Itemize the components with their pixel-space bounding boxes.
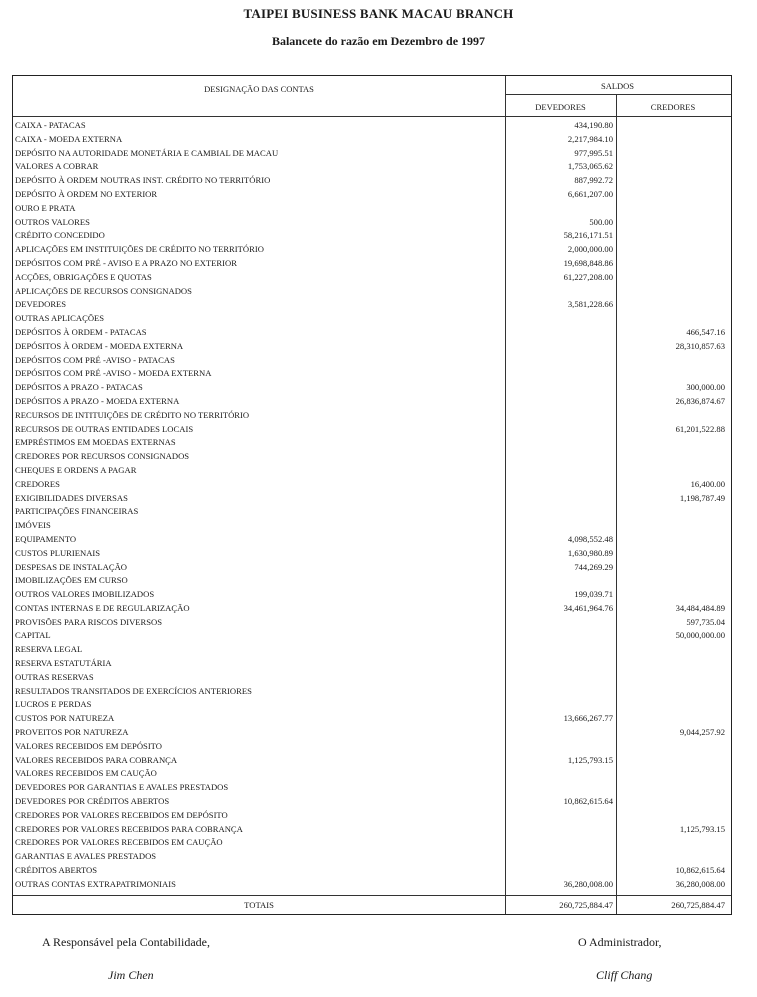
account-label: ACÇÕES, OBRIGAÇÕES E QUOTAS: [15, 271, 152, 282]
devedores-value: 19,698,848.86: [563, 257, 613, 268]
devedores-value: 199,039.71: [574, 589, 613, 600]
devedores-value: 500.00: [589, 216, 613, 227]
table-row: [13, 326, 730, 340]
account-label: IMOBILIZAÇÕES EM CURSO: [15, 575, 128, 586]
devedores-value: 2,217,984.10: [567, 133, 613, 144]
table-row: [13, 823, 730, 837]
table-row: [13, 119, 730, 133]
account-label: OUTROS VALORES: [15, 216, 90, 227]
header-credores: CREDORES: [650, 102, 696, 112]
table-row: [13, 285, 730, 299]
devedores-value: 4,098,552.48: [567, 533, 613, 544]
table-row: [13, 409, 730, 423]
table-row: [13, 809, 730, 823]
signature-left-title: A Responsável pela Contabilidade,: [42, 935, 210, 949]
devedores-value: 1,630,980.89: [567, 547, 613, 558]
table-row: [13, 354, 730, 368]
table-row: [13, 423, 730, 437]
account-label: DEPÓSITOS A PRAZO - MOEDA EXTERNA: [15, 395, 180, 406]
table-row: [13, 767, 730, 781]
signature-left-name: Jim Chen: [108, 968, 154, 982]
table-row: [13, 243, 730, 257]
account-label: OUTROS VALORES IMOBILIZADOS: [15, 589, 155, 600]
table-row: [13, 395, 730, 409]
credores-value: 1,198,787.49: [679, 492, 725, 503]
devedores-value: 1,125,793.15: [567, 754, 613, 765]
devedores-value: 58,216,171.51: [563, 230, 613, 241]
header-devedores: DEVEDORES: [535, 102, 586, 112]
table-row: [13, 561, 730, 575]
account-label: VALORES RECEBIDOS EM DEPÓSITO: [15, 740, 162, 751]
account-label: CRÉDITO CONCEDIDO: [15, 230, 105, 241]
account-label: CAPITAL: [15, 630, 51, 641]
devedores-value: 3,581,228.66: [567, 299, 613, 310]
account-label: VALORES RECEBIDOS EM CAUÇÃO: [15, 768, 157, 779]
account-label: CHEQUES E ORDENS A PAGAR: [15, 464, 137, 475]
account-label: IMÓVEIS: [15, 520, 51, 531]
credores-value: 1,125,793.15: [679, 823, 725, 834]
devedores-value: 10,862,615.64: [563, 796, 613, 807]
account-label: APLICAÇÕES DE RECURSOS CONSIGNADOS: [15, 285, 192, 296]
table-row: [13, 492, 730, 506]
account-label: VALORES A COBRAR: [15, 161, 99, 172]
account-label: CREDORES POR VALORES RECEBIDOS PARA COBRANÇA: [15, 823, 243, 834]
header-designation: DESIGNAÇÃO DAS CONTAS: [204, 84, 314, 94]
account-label: CREDORES POR VALORES RECEBIDOS EM DEPÓSITO: [15, 809, 228, 820]
credores-value: 36,280,008.00: [675, 878, 725, 889]
table-row: [13, 450, 730, 464]
account-label: DEPÓSITOS COM PRÉ - AVISO E A PRAZO NO EXTERIOR: [15, 257, 237, 268]
table-row: [13, 616, 730, 630]
table-row: [13, 188, 730, 202]
account-rows: [13, 119, 730, 892]
devedores-value: 61,227,208.00: [563, 271, 613, 282]
devedores-value: 2,000,000.00: [567, 244, 613, 255]
table-row: [13, 685, 730, 699]
account-label: CREDORES POR VALORES RECEBIDOS EM CAUÇÃO: [15, 837, 223, 848]
table-row: [13, 202, 730, 216]
credores-value: 9,044,257.92: [679, 727, 725, 738]
table-row: [13, 712, 730, 726]
account-label: LUCROS E PERDAS: [15, 699, 92, 710]
account-label: CREDORES: [15, 478, 60, 489]
balance-table: [12, 75, 732, 915]
account-label: EMPRÉSTIMOS EM MOEDAS EXTERNAS: [15, 437, 176, 448]
devedores-value: 744,269.29: [574, 561, 613, 572]
table-row: [13, 836, 730, 850]
table-row: [13, 271, 730, 285]
account-label: DEPÓSITOS À ORDEM - PATACAS: [15, 326, 147, 337]
credores-value: 28,310,857.63: [675, 340, 725, 351]
account-label: RECURSOS DE OUTRAS ENTIDADES LOCAIS: [15, 423, 194, 434]
account-label: CRÉDITOS ABERTOS: [15, 865, 98, 876]
table-row: [13, 229, 730, 243]
account-label: EQUIPAMENTO: [15, 533, 77, 544]
account-label: CUSTOS POR NATUREZA: [15, 713, 115, 724]
signature-right-title: O Administrador,: [578, 935, 662, 949]
account-label: OUTRAS CONTAS EXTRAPATRIMONIAIS: [15, 878, 176, 889]
account-label: DEVEDORES POR CRÉDITOS ABERTOS: [15, 796, 170, 807]
account-label: CAIXA - MOEDA EXTERNA: [15, 133, 123, 144]
devedores-value: 977,995.51: [574, 147, 613, 158]
account-label: DEPÓSITOS À ORDEM - MOEDA EXTERNA: [15, 340, 184, 351]
table-row: [13, 216, 730, 230]
table-row: [13, 754, 730, 768]
table-row: [13, 367, 730, 381]
header-saldos: SALDOS: [600, 81, 635, 91]
table-row: [13, 795, 730, 809]
devedores-value: 6,661,207.00: [567, 188, 613, 199]
account-label: OURO E PRATA: [15, 202, 76, 213]
table-row: [13, 574, 730, 588]
table-row: [13, 298, 730, 312]
account-label: CAIXA - PATACAS: [15, 120, 86, 130]
table-row: [13, 629, 730, 643]
table-row: [13, 257, 730, 271]
account-label: EXIGIBILIDADES DIVERSAS: [15, 492, 128, 503]
account-label: DEPÓSITOS A PRAZO - PATACAS: [15, 382, 143, 393]
account-label: PROVEITOS POR NATUREZA: [15, 727, 129, 738]
document-title: TAIPEI BUSINESS BANK MACAU BRANCH: [243, 6, 514, 21]
table-row: [13, 381, 730, 395]
table-row: [13, 312, 730, 326]
table-row: [13, 340, 730, 354]
account-label: DESPESAS DE INSTALAÇÃO: [15, 561, 127, 572]
account-label: OUTRAS APLICAÇÕES: [15, 313, 105, 324]
credores-value: 10,862,615.64: [675, 865, 725, 876]
credores-value: 597,735.04: [686, 616, 725, 627]
credores-value: 300,000.00: [686, 382, 725, 393]
account-label: OUTRAS RESERVAS: [15, 671, 94, 682]
table-row: [13, 726, 730, 740]
table-row: [13, 671, 730, 685]
table-row: [13, 160, 730, 174]
totals-row: [13, 897, 730, 914]
table-row: [13, 547, 730, 561]
table-row: [13, 878, 730, 892]
table-row: [13, 850, 730, 864]
table-row: [13, 147, 730, 161]
table-row: [13, 174, 730, 188]
account-label: APLICAÇÕES EM INSTITUIÇÕES DE CRÉDITO NO TERRITÓRIO: [15, 244, 264, 255]
account-label: PARTICIPAÇÕES FINANCEIRAS: [15, 506, 139, 517]
table-row: [13, 464, 730, 478]
account-label: GARANTIAS E AVALES PRESTADOS: [15, 851, 157, 862]
table-row: [13, 698, 730, 712]
table-row: [13, 602, 730, 616]
totals-devedores: 260,725,884.47: [559, 900, 613, 910]
document-subtitle: Balancete do razão em Dezembro de 1997: [271, 34, 486, 48]
credores-value: 34,484,484.89: [675, 602, 725, 613]
table-row: [13, 864, 730, 878]
account-label: DEPÓSITOS COM PRÉ -AVISO - MOEDA EXTERNA: [15, 368, 212, 379]
divider-totals: [13, 895, 731, 896]
account-label: CREDORES POR RECURSOS CONSIGNADOS: [15, 451, 190, 462]
devedores-value: 887,992.72: [574, 175, 613, 186]
account-label: DEPÓSITOS COM PRÉ -AVISO - PATACAS: [15, 354, 175, 365]
account-label: VALORES RECEBIDOS PARA COBRANÇA: [15, 754, 178, 765]
devedores-value: 36,280,008.00: [563, 878, 613, 889]
account-label: RECURSOS DE INTITUIÇÕES DE CRÉDITO NO TERRITÓRIO: [15, 409, 250, 420]
account-label: PROVISÕES PARA RISCOS DIVERSOS: [15, 616, 163, 627]
account-label: DEVEDORES POR GARANTIAS E AVALES PRESTADOS: [15, 782, 229, 793]
table-row: [13, 740, 730, 754]
totals-label: TOTAIS: [244, 900, 274, 910]
account-label: DEVEDORES: [15, 299, 67, 310]
devedores-value: 34,461,964.76: [563, 602, 613, 613]
devedores-value: 434,190.80: [574, 120, 613, 130]
account-label: RESERVA LEGAL: [15, 644, 83, 655]
divider-saldos: [505, 94, 731, 95]
table-row: [13, 588, 730, 602]
devedores-value: 1,753,065.62: [567, 161, 613, 172]
credores-value: 16,400.00: [690, 478, 725, 489]
credores-value: 26,836,874.67: [675, 395, 725, 406]
table-row: [13, 533, 730, 547]
table-row: [13, 781, 730, 795]
credores-value: 61,201,522.88: [675, 423, 725, 434]
divider-header-bottom: [13, 116, 731, 117]
table-row: [13, 643, 730, 657]
totals-credores: 260,725,884.47: [671, 900, 725, 910]
account-label: RESERVA ESTATUTÁRIA: [15, 658, 112, 669]
table-row: [13, 505, 730, 519]
credores-value: 50,000,000.00: [675, 630, 725, 641]
table-row: [13, 478, 730, 492]
table-row: [13, 519, 730, 533]
account-label: RESULTADOS TRANSITADOS DE EXERCÍCIOS ANTERIORES: [15, 685, 252, 696]
table-row: [13, 133, 730, 147]
account-label: CONTAS INTERNAS E DE REGULARIZAÇÃO: [15, 602, 190, 613]
account-label: DEPÓSITO À ORDEM NO EXTERIOR: [15, 188, 158, 199]
devedores-value: 13,666,267.77: [563, 713, 613, 724]
credores-value: 466,547.16: [686, 326, 725, 337]
table-row: [13, 657, 730, 671]
signature-right-name: Cliff Chang: [596, 968, 653, 982]
account-label: CUSTOS PLURIENAIS: [15, 547, 101, 558]
table-row: [13, 436, 730, 450]
account-label: DEPÓSITO À ORDEM NOUTRAS INST. CRÉDITO NO TERRITÓRIO: [15, 175, 271, 186]
account-label: DEPÓSITO NA AUTORIDADE MONETÁRIA E CAMBIAL DE MACAU: [15, 147, 279, 158]
